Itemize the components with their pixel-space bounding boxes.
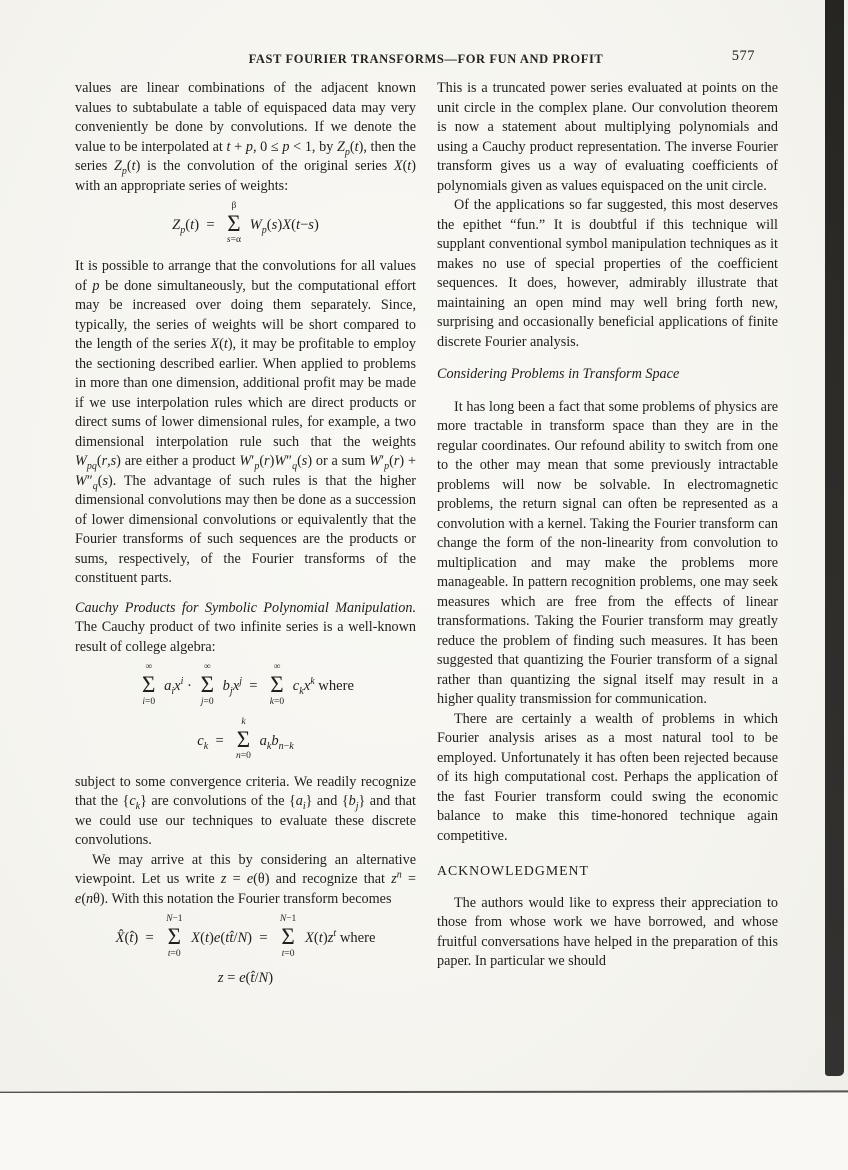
paragraph-truncated-power-series: This is a truncated power series evaluated at points on the unit circle in the complex plane. Our convolution theorem is now a statement about multiplying polynomials and using a Cauchy product representation. The inverse Fourier transform gives us a way of evaluating coefficients of polynomials given as values equispaced on the unit circle. (437, 80, 778, 194)
running-head (75, 50, 777, 68)
equation-z-definition: z = e(t̂/N) (217, 969, 274, 986)
book-spine-shadow (825, 0, 844, 1076)
section-heading-transform-space: Considering Problems in Transform Space (437, 366, 680, 382)
equation-zp-convolution: $Z_p(t)$ = β Σ s=α $W_p(s)X(t-s)$ (172, 201, 319, 246)
equation-fourier-transform-z: X̂(t̂) = N−1 Σ t=0 X(t)e(tt̂/N) = N−1 Σ t=0 $X(t)z^t$ where (115, 914, 376, 959)
page-number: 577 (731, 48, 755, 64)
paragraph-acknowledgment: The authors would like to express their appreciation to those from whose work we have borrowed, and whose fruitful conversations have helped in the preparation of this paper. In particular we should (437, 894, 778, 969)
paragraph-convergence-criteria: subject to some convergence criteria. We readily recognize that the $\{c_k\}$ are convolutions of the $\{a_i\}$ and $\{b_j\}$ and that we could use our techniques to evaluate these discrete convolutions. (75, 773, 416, 849)
paragraph-alternative-viewpoint: We may arrive at this by considering an alternative viewpoint. Let us write z = e(θ) and recognize that $z^n = e(n\theta)$. With this notation the Fourier transform becomes (75, 851, 416, 907)
paragraph-simultaneous-convolutions: It is possible to arrange that the convolutions for all values of p be done simultaneously, but the computational effort may be increased over doing them separately. Since, typically, the series of weights will be short compared to the length of the series X(t), it may be profitable to employ the sectioning described earlier. When applied to problems in more than one dimension, additional profit may be made if we use interpolation rules which are direct products or direct sums of lower dimensional rules, for example, a two dimensional interpolation rule such that the weights $W_{pq}(r,s)$ are either a product $W'_p(r)W''_q(s)$ or a sum $W'_p(r) + W''_q(s)$. The advantage of such rules is that the higher dimensional convolutions may then be done as a succession of lower dimensional convolutions or equivalently that the Fourier transforms of such sequences are the products or sums, respectively, of the Fourier transforms of the constituent parts. (75, 258, 416, 587)
paragraph-cauchy-products-heading: Cauchy Products for Symbolic Polynomial Manipulation. The Cauchy product of two infinite series is a well-known result of college algebra: (75, 599, 416, 655)
paragraph-wealth-of-problems: There are certainly a wealth of problems in which Fourier analysis arises as a most natural tool to be employed. Unfortunately it has often been rejected because of its high computational cost. Perhaps the application of the fast Fourier transform could swing the economic balance to make this time-honored technique again competitive. (437, 710, 778, 844)
equation-ck-sum: $c_k$ = k Σ n=0 $a_kb_{n-k}$ (197, 716, 294, 761)
paragraph-epithet-fun: Of the applications so far suggested, this most deserves the epithet “fun.” It is doubtful if this technique will supplant conventional symbol manipulation techniques as it makes no use of special properties of the coefficient sequences. It does, however, admirably illustrate that maintaining an open mind may well bring forth new, surprising and occasionally beneficial applications of finite discrete Fourier analysis. (437, 197, 778, 350)
equation-cauchy-product: ∞ Σ i=0 $a_ix^i$ · ∞ Σ j=0 $b_jx^j$ = ∞ Σ k=0 $c_kx^k$ where (142, 662, 354, 707)
section-heading-acknowledgment: ACKNOWLEDGMENT (437, 863, 589, 878)
paragraph-interpolation-weights: values are linear combinations of the adjacent known values to subtabulate a table of equispaced data may very conveniently be done by convolutions. If we denote the value to be interpolated at t + p, 0 ≤ p < 1, by $Z_p(t)$, then the series $Z_p(t)$ is the convolution of the original series X(t) with an appropriate series of weights: (75, 80, 416, 194)
running-title: FAST FOURIER TRANSFORMS—FOR FUN AND PROFIT (248, 52, 604, 66)
left-column (75, 79, 416, 994)
paragraph-physics-transform-space: It has long been a fact that some problems of physics are more tractable in transform space than they are in the regular coordinates. Our refound ability to switch from one to the other may mean that some previously intractable problems will now be solvable. In electromagnetic problems, the return signal can often be represented as a convolution with a kernel. Taking the Fourier transform can change the form of the non-linearity from convolution to multiplication and may make the problems more manageable. In pattern recognition problems, one may seek measures which are free from the effects of linear transformations. Taking the Fourier transform may greatly reduce the problem of finding such measures. It has been suggested that quantizing the Fourier transform of a signal rather than quantizing the signal itself may result in a higher quality transmission for communication. (437, 398, 778, 707)
right-column (437, 79, 778, 994)
two-column-text-block (75, 79, 778, 994)
page-edge-margin (0, 1093, 848, 1170)
